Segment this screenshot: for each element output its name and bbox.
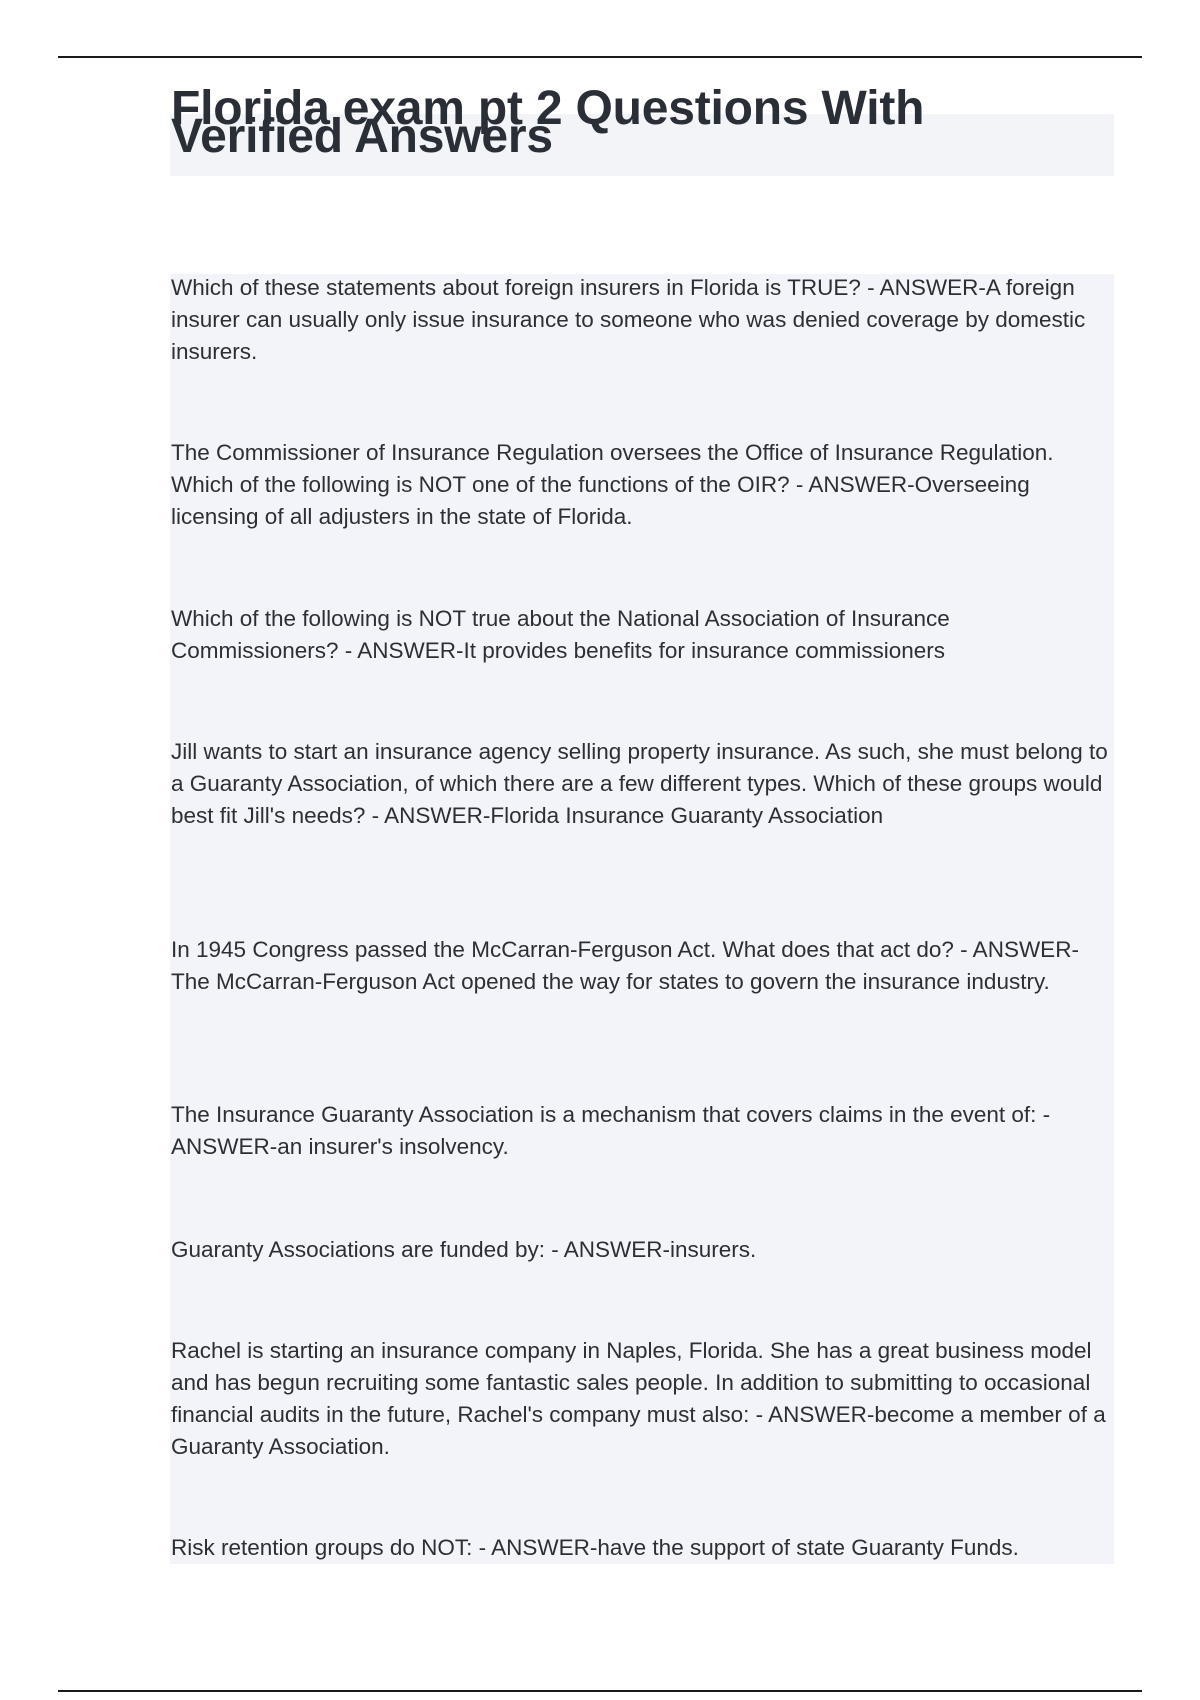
qa-item-4: Jill wants to start an insurance agency selling property insurance. As such, she must belong to a Guaranty Association, of which there are a few different types. Which of these groups would best fit Jill's needs? - ANSWER-Florida Insurance Guaranty Association — [171, 739, 1108, 828]
qa-item-2: The Commissioner of Insurance Regulation oversees the Office of Insurance Regulation. Which of the following is NOT one of the functions of the OIR? - ANSWER-Overseeing licensing of all adjusters in the state of Florida. — [171, 440, 1054, 529]
qa-item-5: In 1945 Congress passed the McCarran-Ferguson Act. What does that act do? - ANSWER-The McCarran-Ferguson Act opened the way for states to govern the insurance industry. — [171, 937, 1079, 994]
qa-item-6: The Insurance Guaranty Association is a mechanism that covers claims in the event of: - ANSWER-an insurer's insolvency. — [171, 1102, 1051, 1159]
qa-item-1: Which of these statements about foreign insurers in Florida is TRUE? - ANSWER-A foreign insurer can usually only issue insurance to someone who was denied coverage by domestic insurers. — [171, 275, 1086, 364]
qa-item-7: Guaranty Associations are funded by: - ANSWER-insurers. — [171, 1237, 757, 1262]
document-title: Florida exam pt 2 Questions With Verified Answers — [171, 82, 925, 163]
qa-item-3: Which of the following is NOT true about the National Association of Insurance Commissioners? - ANSWER-It provides benefits for insurance commissioners — [171, 606, 950, 663]
top-rule — [58, 56, 1142, 58]
qa-item-9: Risk retention groups do NOT: - ANSWER-have the support of state Guaranty Funds. — [171, 1535, 1019, 1560]
bottom-rule — [58, 1690, 1142, 1692]
qa-item-8: Rachel is starting an insurance company in Naples, Florida. She has a great business model and has begun recruiting some fantastic sales people. In addition to submitting to occasional financial audits in the future, Rachel's company must also: - ANSWER-become a member of a Guaranty Association. — [171, 1338, 1106, 1459]
